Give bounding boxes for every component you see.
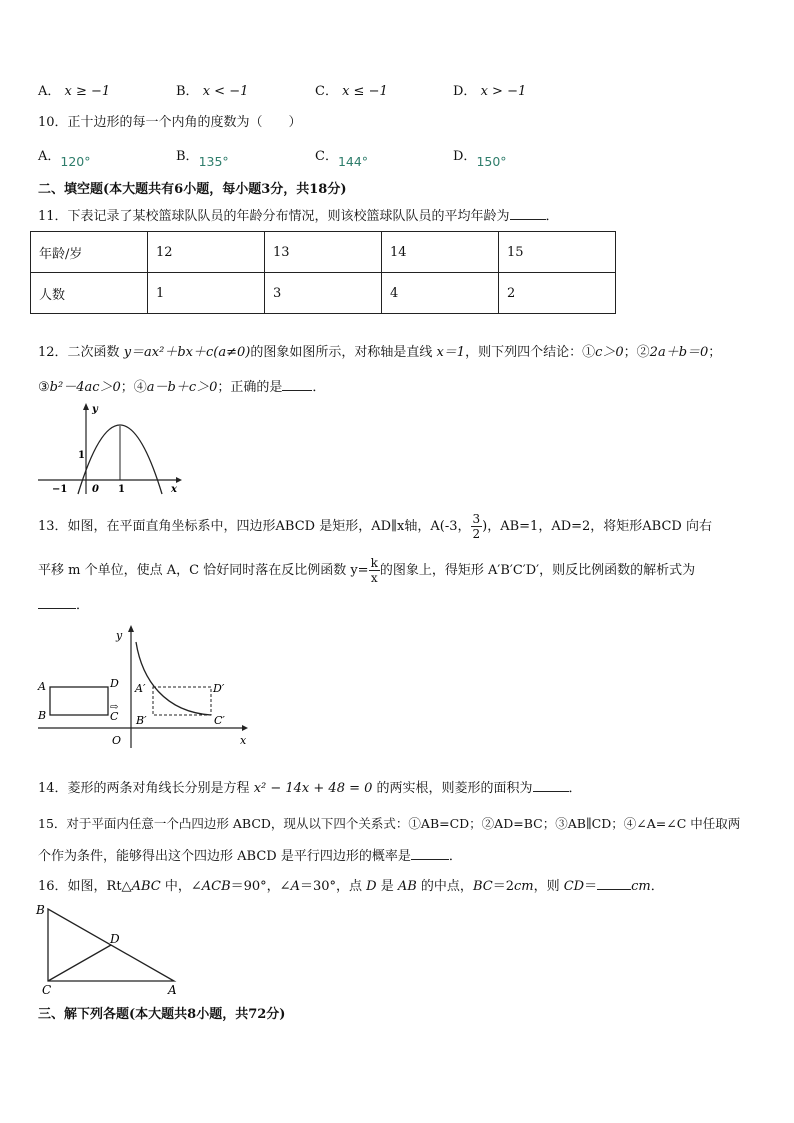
origin-label: 0 [92, 484, 99, 495]
hyperbola-curve [136, 642, 211, 715]
table-cell: 12 [148, 232, 265, 273]
q16-stem: 16．如图，Rt△ABC 中，∠ACB＝90°，∠A＝30°，点 D 是 AB 的中点，BC＝2cm，则 CD＝ cm． [38, 875, 664, 897]
q11-answer-blank[interactable] [510, 205, 546, 220]
q10-option-b: B．135° [176, 149, 229, 169]
q12-line2: ③b²－4ac＞0；④a－b＋c＞0；正确的是 ． [38, 376, 325, 398]
q9-option-b: B． x < −1 [176, 84, 249, 99]
y-axis-arrow [128, 625, 134, 632]
y-label: y [92, 404, 98, 415]
x-label: x [240, 734, 247, 747]
q10-stem: 10．正十边形的每一个内角的度数为（ ） [38, 115, 302, 130]
q16-answer-blank[interactable] [597, 875, 631, 890]
table-cell: 3 [265, 273, 382, 314]
q10-option-d: D．150° [453, 149, 507, 169]
age-table [30, 231, 616, 314]
q14-stem: 14．菱形的两条对角线长分别是方程 x² − 14x + 48 = 0 的两实根，则菱形的面积为 ． [38, 777, 582, 799]
q13-line3: ． [38, 594, 89, 616]
table-cell: 2 [499, 273, 616, 314]
section3-heading: 三、解下列各题(本大题共8小题，共72分) [38, 1007, 286, 1022]
label-a: A [168, 983, 177, 996]
table-cell: 年龄/岁 [31, 232, 148, 273]
q15-answer-blank[interactable] [411, 845, 449, 860]
q12-answer-blank[interactable] [282, 376, 312, 391]
section2-heading: 二、填空题(本大题共有6小题，每小题3分，共18分) [38, 182, 347, 197]
q16-triangle-figure [34, 900, 184, 996]
table-cell: 人数 [31, 273, 148, 314]
q11-stem: 11．下表记录了某校篮球队队员的年龄分布情况，则该校篮球队队员的平均年龄为 ． [38, 205, 559, 227]
q12-parabola-graph [34, 402, 184, 497]
q13-line2: 平移 m 个单位，使点 A，C 恰好同时落在反比例函数 y= $\frac{k}{x}$ 的图象上，得矩形 A′B′C′D′，则反比例函数的解析式为 [38, 556, 696, 585]
q15-line1: 15．对于平面内任意一个凸四边形 ABCD，现从以下四个关系式：①AB=CD；②AD=BC；③AB∥CD；④∠A=∠C 中任取两 [38, 816, 741, 831]
q10-option-c: C．144° [315, 149, 369, 169]
arrow-right-icon: ⇨ [110, 702, 119, 713]
table-row [31, 232, 616, 273]
x-label: x [171, 484, 177, 495]
table-cell: 14 [382, 232, 499, 273]
q9-option-c: C． x ≤ −1 [315, 84, 388, 99]
q9-option-a: A． x ≥ −1 [38, 84, 111, 99]
label-c: C [110, 710, 119, 723]
label-b: B [36, 903, 45, 917]
q10-option-a: A．120° [38, 149, 91, 169]
rectangle-a2b2c2d2 [153, 687, 211, 715]
x-axis-arrow [242, 725, 248, 731]
label-c: C [42, 983, 52, 996]
x-tick-neg-one: −1 [52, 484, 68, 495]
table-row [31, 273, 616, 314]
segment-cd [48, 945, 111, 981]
label-b: B [38, 709, 47, 722]
label-a-prime: A′ [135, 682, 146, 695]
label-c-prime: C′ [214, 714, 225, 727]
q12-line1: 12．二次函数 y＝ax²＋bx＋c(a≠0)的图象如图所示，对称轴是直线 x＝1，则下列四个结论：①c＞0；②2a＋b＝0； [38, 345, 722, 360]
x-axis-arrow [176, 477, 182, 483]
y-axis-arrow [83, 403, 89, 410]
fraction-3-2: $\frac{3}{2}$ [472, 512, 481, 541]
table-cell: 1 [148, 273, 265, 314]
label-b-prime: B′ [136, 714, 147, 727]
q13-rectangle-graph [30, 620, 260, 750]
y-label: y [116, 629, 123, 642]
table-cell: 15 [499, 232, 616, 273]
label-d-prime: D′ [213, 682, 225, 695]
q15-line2: 个作为条件，能够得出这个四边形 ABCD 是平行四边形的概率是 ． [38, 845, 462, 867]
q13-line1: 13．如图，在平面直角坐标系中，四边形ABCD 是矩形，AD∥x轴，A(-3， $\frac{3}{2}$ )，AB=1，AD=2，将矩形ABCD 向右 [38, 512, 712, 541]
rectangle-abcd [50, 687, 108, 715]
x-tick-one: 1 [118, 484, 125, 495]
table-cell: 13 [265, 232, 382, 273]
fraction-k-x: $\frac{k}{x}$ [370, 556, 378, 585]
label-d: D [110, 677, 119, 690]
q14-answer-blank[interactable] [533, 777, 569, 792]
q13-answer-blank[interactable] [38, 594, 76, 609]
q9-option-d: D． x > −1 [453, 84, 527, 99]
table-cell: 4 [382, 273, 499, 314]
y-tick-one: 1 [78, 450, 85, 461]
label-a: A [38, 680, 46, 693]
label-d: D [110, 932, 120, 946]
origin-label: O [112, 734, 122, 747]
